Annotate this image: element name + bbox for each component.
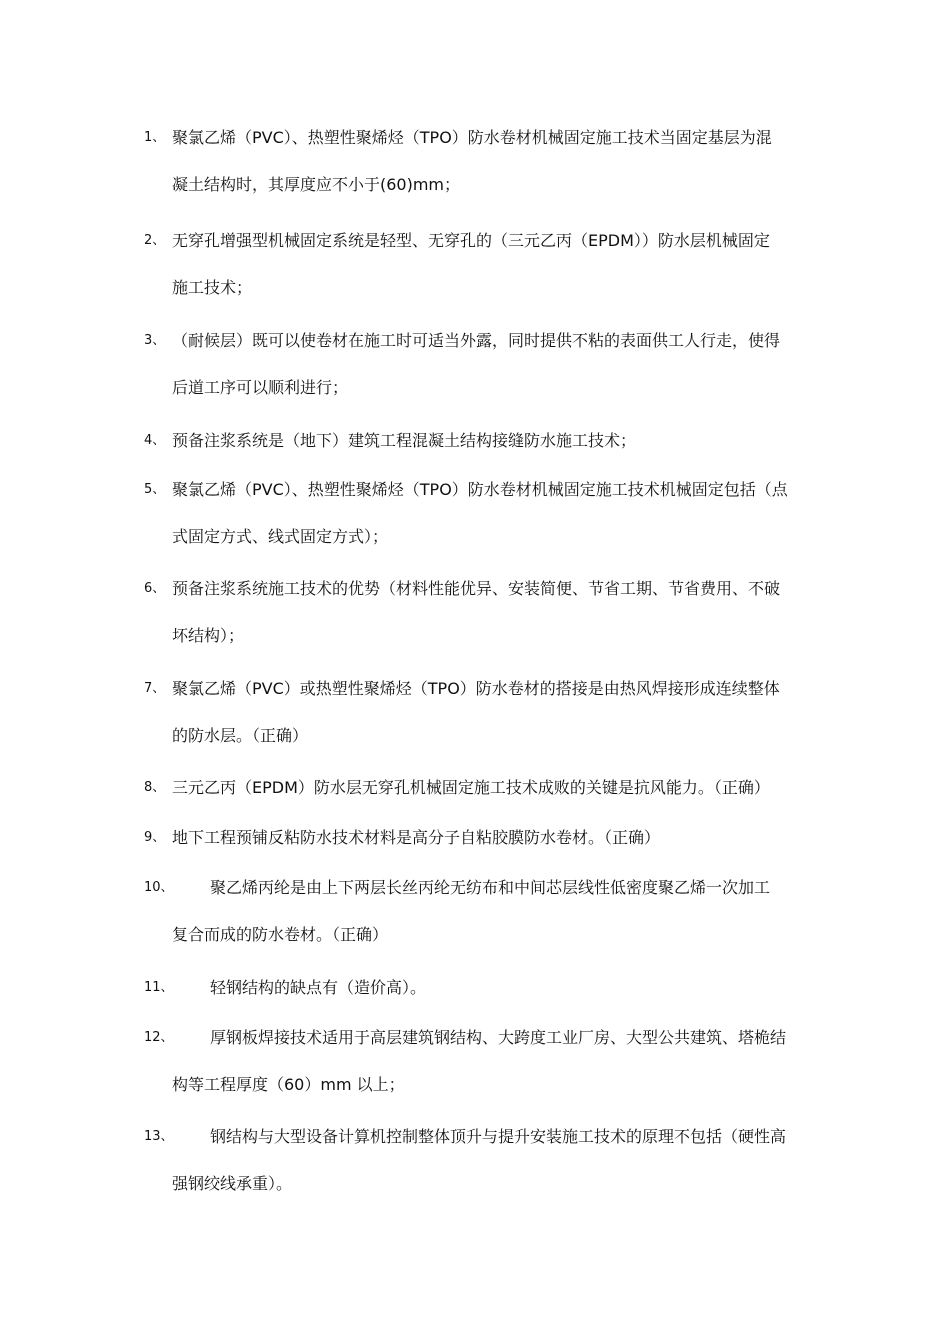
item-text-line: 预备注浆系统是（地下）建筑工程混凝土结构接缝防水施工技术；	[172, 431, 637, 450]
item-number: 2、	[144, 233, 166, 248]
item-text-line: 的防水层。（正确）	[172, 726, 309, 745]
item-text-line: 地下工程预铺反粘防水技术材料是高分子自粘胶膜防水卷材。（正确）	[172, 828, 661, 847]
item-number: 5、	[144, 482, 166, 497]
item-number: 7、	[144, 681, 166, 696]
item-number: 4、	[144, 433, 166, 448]
item-text-line: 聚氯乙烯（PVC）或热塑性聚烯烃（TPO）防水卷材的搭接是由热风焊接形成连续整体	[172, 679, 780, 698]
item-text-line: 坏结构）；	[172, 626, 245, 645]
item-text-line: （耐候层）既可以使卷材在施工时可适当外露，同时提供不粘的表面供工人行走，使得	[172, 331, 781, 350]
item-text-line: 凝土结构时，其厚度应不小于(60)mm；	[172, 175, 461, 194]
item-text-line: 厚钢板焊接技术适用于高层建筑钢结构、大跨度工业厂房、大型公共建筑、塔桅结	[210, 1028, 787, 1047]
item-number: 3、	[144, 333, 166, 348]
item-number: 1、	[144, 130, 166, 145]
item-text-line: 后道工序可以顺利进行；	[172, 378, 349, 397]
item-text-line: 构等工程厚度（60）mm 以上；	[172, 1075, 405, 1094]
item-number: 6、	[144, 581, 166, 596]
item-text-line: 聚氯乙烯（PVC）、热塑性聚烯烃（TPO）防水卷材机械固定施工技术当固定基层为混	[172, 128, 772, 147]
item-text-line: 三元乙丙（EPDM）防水层无穿孔机械固定施工技术成败的关键是抗风能力。（正确）	[172, 778, 770, 797]
item-text-line: 轻钢结构的缺点有（造价高）。	[210, 978, 427, 997]
item-text-line: 复合而成的防水卷材。（正确）	[172, 925, 389, 944]
item-text-line: 预备注浆系统施工技术的优势（材料性能优异、安装简便、节省工期、节省费用、不破	[172, 579, 781, 598]
item-text-line: 施工技术；	[172, 278, 253, 297]
item-text-line: 式固定方式、线式固定方式）；	[172, 527, 389, 546]
item-number: 13、	[144, 1129, 174, 1144]
item-text-line: 钢结构与大型设备计算机控制整体顶升与提升安装施工技术的原理不包括（硬性高	[210, 1127, 787, 1146]
item-text-line: 聚乙烯丙纶是由上下两层长丝丙纶无纺布和中间芯层线性低密度聚乙烯一次加工	[210, 878, 771, 897]
item-text-line: 强钢绞线承重）。	[172, 1174, 293, 1193]
item-number: 10、	[144, 880, 174, 895]
item-number: 12、	[144, 1030, 174, 1045]
item-number: 8、	[144, 780, 166, 795]
item-number: 9、	[144, 830, 166, 845]
item-text-line: 聚氯乙烯（PVC）、热塑性聚烯烃（TPO）防水卷材机械固定施工技术机械固定包括（点	[172, 480, 788, 499]
item-number: 11、	[144, 980, 174, 995]
item-text-line: 无穿孔增强型机械固定系统是轻型、无穿孔的（三元乙丙（EPDM））防水层机械固定	[172, 231, 770, 250]
